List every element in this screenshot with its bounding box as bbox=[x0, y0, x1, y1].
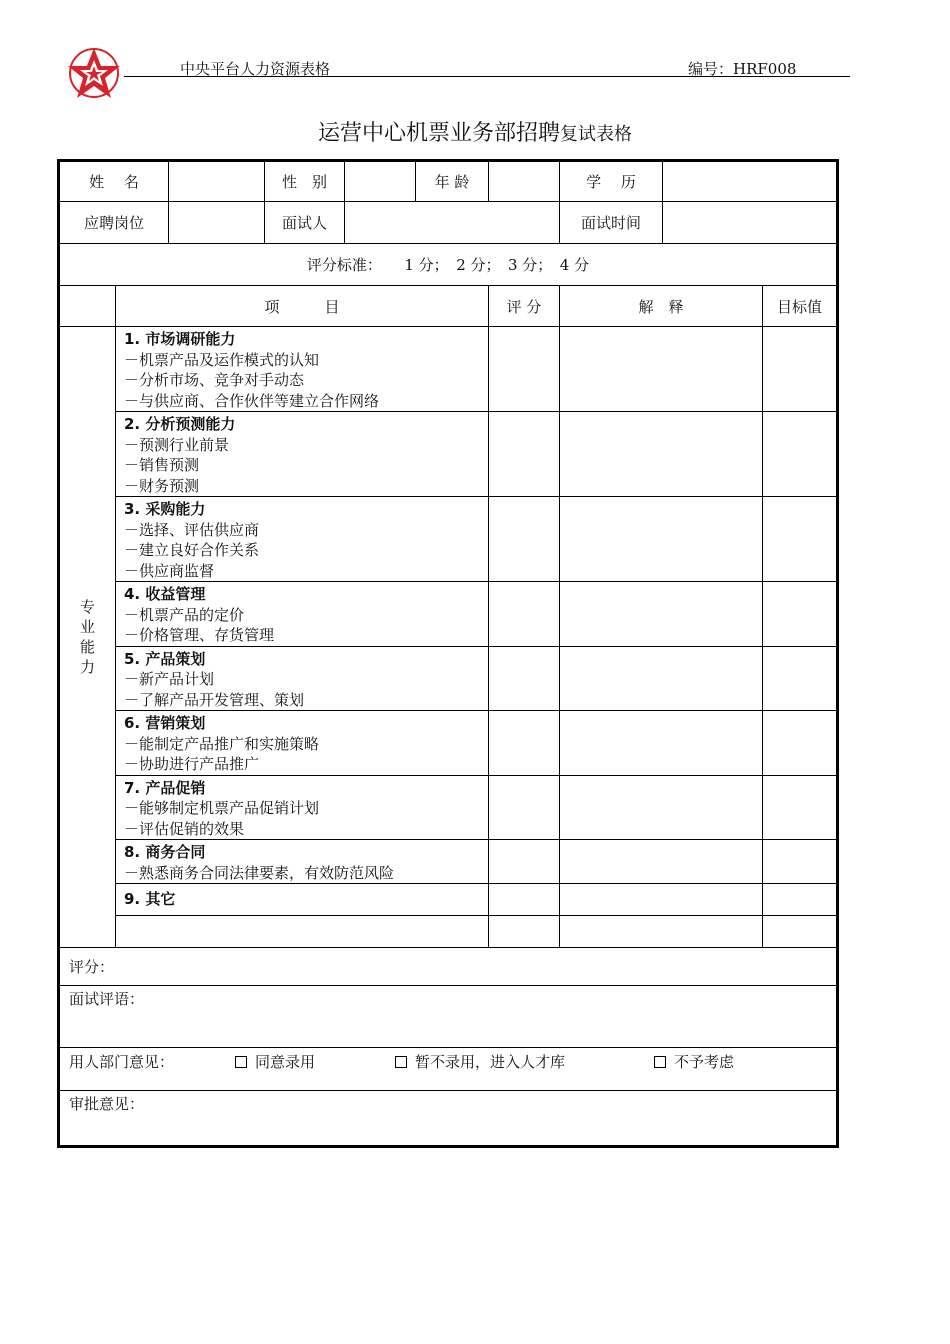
col-item: 项 目 bbox=[116, 286, 489, 327]
target-cell[interactable] bbox=[763, 775, 838, 840]
score-cell[interactable] bbox=[489, 646, 560, 711]
target-cell[interactable] bbox=[763, 884, 838, 916]
target-cell[interactable] bbox=[763, 711, 838, 776]
explain-cell[interactable] bbox=[560, 884, 763, 916]
col-target: 目标值 bbox=[763, 286, 838, 327]
item-row bbox=[59, 775, 838, 840]
target-cell[interactable] bbox=[763, 916, 838, 948]
explain-cell[interactable] bbox=[560, 412, 763, 497]
item-blank[interactable] bbox=[116, 916, 489, 948]
item-row bbox=[59, 711, 838, 776]
explain-cell[interactable] bbox=[560, 497, 763, 582]
label-interview-time: 面试时间 bbox=[560, 202, 663, 244]
scoring-row bbox=[59, 244, 838, 286]
item-row bbox=[59, 327, 838, 412]
page-title bbox=[0, 116, 950, 147]
label-education: 学 历 bbox=[560, 161, 663, 202]
target-cell[interactable] bbox=[763, 582, 838, 647]
item-row bbox=[59, 646, 838, 711]
score-cell[interactable] bbox=[489, 916, 560, 948]
explain-cell[interactable] bbox=[560, 916, 763, 948]
item-9: 9. 其它 bbox=[116, 884, 489, 916]
field-education[interactable] bbox=[663, 161, 838, 202]
category-label: 专 业 能 力 bbox=[59, 327, 116, 948]
info-row-2 bbox=[59, 202, 838, 244]
header-blank bbox=[59, 286, 116, 327]
total-score-row bbox=[59, 948, 838, 986]
interview-form bbox=[57, 159, 839, 1148]
item-6: 6. 营销策划 －能制定产品推广和实施策略 －协助进行产品推广 bbox=[116, 711, 489, 776]
col-explain: 解 释 bbox=[560, 286, 763, 327]
checkbox-icon[interactable] bbox=[395, 1056, 407, 1068]
item-row bbox=[59, 884, 838, 916]
item-row bbox=[59, 582, 838, 647]
label-gender: 性 别 bbox=[265, 161, 345, 202]
scoring-standard: 评分标准： 1 分； 2 分； 3 分； 4 分 bbox=[59, 244, 838, 286]
item-5: 5. 产品策划 －新产品计划 －了解产品开发管理、策划 bbox=[116, 646, 489, 711]
explain-cell[interactable] bbox=[560, 327, 763, 412]
target-cell[interactable] bbox=[763, 646, 838, 711]
label-interviewer: 面试人 bbox=[265, 202, 345, 244]
column-header-row bbox=[59, 286, 838, 327]
header-divider bbox=[124, 76, 850, 77]
col-score: 评 分 bbox=[489, 286, 560, 327]
dept-opinion bbox=[59, 1048, 838, 1091]
label-age: 年 龄 bbox=[416, 161, 489, 202]
target-cell[interactable] bbox=[763, 497, 838, 582]
checkbox-icon[interactable] bbox=[235, 1056, 247, 1068]
item-row bbox=[59, 412, 838, 497]
approval-opinion[interactable]: 审批意见： bbox=[59, 1091, 838, 1147]
info-row-1 bbox=[59, 161, 838, 202]
target-cell[interactable] bbox=[763, 840, 838, 884]
item-row bbox=[59, 497, 838, 582]
score-cell[interactable] bbox=[489, 711, 560, 776]
label-name: 姓 名 bbox=[59, 161, 169, 202]
title-sub: 复试表格 bbox=[560, 124, 632, 145]
header-code: 编号：HRF008 bbox=[688, 60, 797, 78]
field-position[interactable] bbox=[169, 202, 265, 244]
score-cell[interactable] bbox=[489, 775, 560, 840]
field-interview-time[interactable] bbox=[663, 202, 838, 244]
option-accept[interactable]: 同意录用 bbox=[235, 1051, 395, 1072]
dept-opinion-label: 用人部门意见： bbox=[69, 1052, 175, 1071]
target-cell[interactable] bbox=[763, 412, 838, 497]
field-name[interactable] bbox=[169, 161, 265, 202]
comment-row bbox=[59, 986, 838, 1048]
score-cell[interactable] bbox=[489, 582, 560, 647]
score-cell[interactable] bbox=[489, 840, 560, 884]
item-row-blank bbox=[59, 916, 838, 948]
item-1: 1. 市场调研能力 －机票产品及运作模式的认知 －分析市场、竞争对手动态 －与供应商、合作伙伴等建立合作网络 bbox=[116, 327, 489, 412]
option-reject[interactable]: 不予考虑 bbox=[654, 1051, 734, 1072]
title-main: 运营中心机票业务部招聘 bbox=[317, 121, 560, 146]
company-logo bbox=[66, 46, 122, 100]
item-2: 2. 分析预测能力 －预测行业前景 －销售预测 －财务预测 bbox=[116, 412, 489, 497]
target-cell[interactable] bbox=[763, 327, 838, 412]
dept-opinion-row bbox=[59, 1048, 838, 1091]
score-cell[interactable] bbox=[489, 884, 560, 916]
total-score-label[interactable]: 评分： bbox=[59, 948, 838, 986]
field-age[interactable] bbox=[489, 161, 560, 202]
score-cell[interactable] bbox=[489, 497, 560, 582]
item-row bbox=[59, 840, 838, 884]
item-7: 7. 产品促销 －能够制定机票产品促销计划 －评估促销的效果 bbox=[116, 775, 489, 840]
option-talent-pool[interactable]: 暂不录用，进入人才库 bbox=[395, 1051, 654, 1072]
explain-cell[interactable] bbox=[560, 775, 763, 840]
explain-cell[interactable] bbox=[560, 840, 763, 884]
item-8: 8. 商务合同 －熟悉商务合同法律要素，有效防范风险 bbox=[116, 840, 489, 884]
interview-comment[interactable]: 面试评语： bbox=[59, 986, 838, 1048]
score-cell[interactable] bbox=[489, 412, 560, 497]
explain-cell[interactable] bbox=[560, 646, 763, 711]
label-position: 应聘岗位 bbox=[59, 202, 169, 244]
field-gender[interactable] bbox=[345, 161, 416, 202]
field-interviewer[interactable] bbox=[345, 202, 560, 244]
item-4: 4. 收益管理 －机票产品的定价 －价格管理、存货管理 bbox=[116, 582, 489, 647]
explain-cell[interactable] bbox=[560, 582, 763, 647]
header-org: 中央平台人力资源表格 bbox=[180, 60, 331, 78]
score-cell[interactable] bbox=[489, 327, 560, 412]
checkbox-icon[interactable] bbox=[654, 1056, 666, 1068]
item-3: 3. 采购能力 －选择、评估供应商 －建立良好合作关系 －供应商监督 bbox=[116, 497, 489, 582]
explain-cell[interactable] bbox=[560, 711, 763, 776]
approval-row bbox=[59, 1091, 838, 1147]
